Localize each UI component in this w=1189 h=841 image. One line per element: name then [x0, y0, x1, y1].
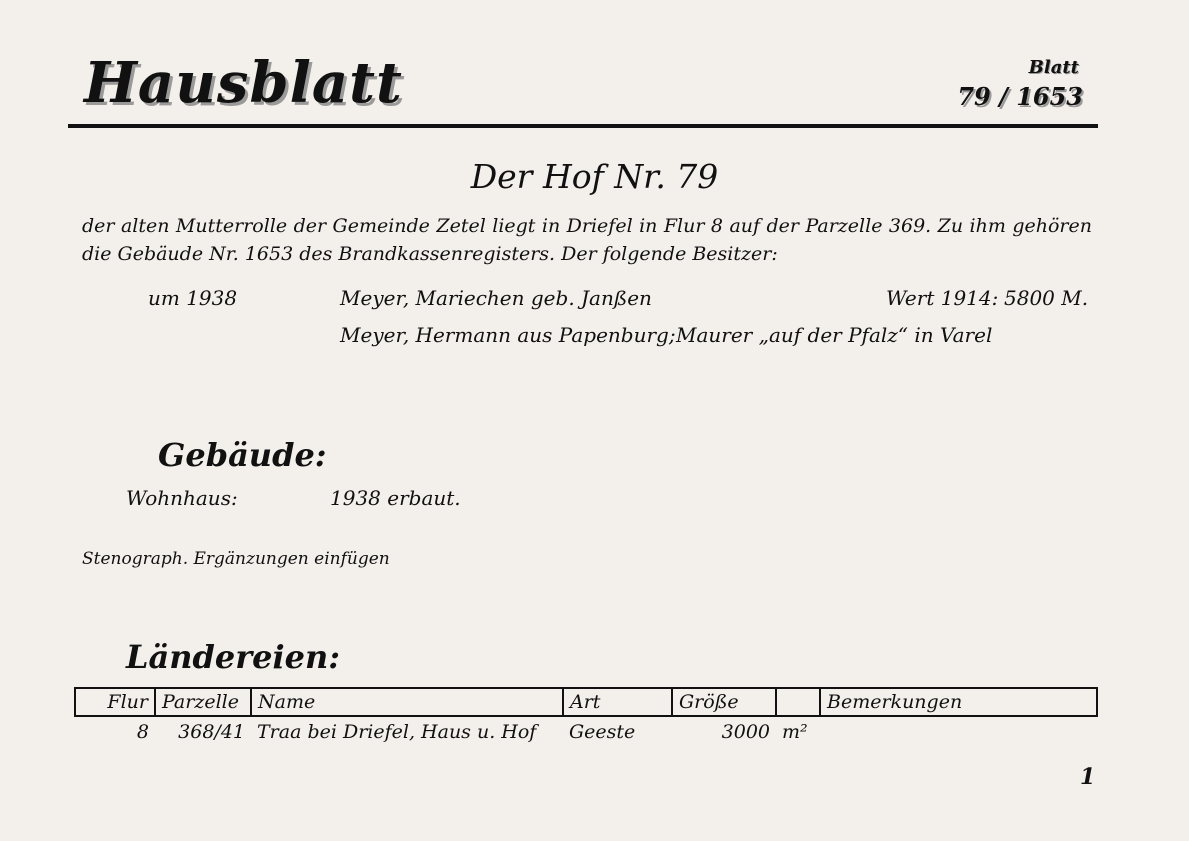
column-header-bemerkungen: Bemerkungen — [820, 688, 1097, 716]
cell-flur: 8 — [136, 721, 149, 743]
owner-year: um 1938 — [148, 286, 238, 310]
hof-heading: Der Hof Nr. 79 — [470, 157, 719, 196]
wohnhaus-label: Wohnhaus: — [126, 486, 238, 510]
page-title: Hausblatt — [84, 50, 403, 116]
owner-note-2: Maurer „auf der Pfalz“ in Varel — [676, 323, 993, 347]
cell-parzelle: 368/41 — [178, 721, 245, 743]
steno-note: Stenograph. Ergänzungen einfügen — [82, 549, 390, 569]
blatt-number: 79 / 1653 — [957, 82, 1083, 111]
cell-groesse: 3000 — [721, 721, 770, 743]
wohnhaus-value: 1938 erbaut. — [330, 486, 461, 510]
column-header-name: Name — [251, 688, 563, 716]
laendereien-table — [74, 687, 1098, 747]
cell-name: Traa bei Driefel, Haus u. Hof — [257, 721, 537, 743]
cell-art: Geeste — [569, 721, 636, 743]
laendereien-heading: Ländereien: — [126, 638, 341, 676]
wert-value: 5800 M. — [1004, 286, 1089, 310]
table-header-row — [75, 688, 1097, 716]
blatt-label: Blatt — [1028, 57, 1079, 78]
column-header-art: Art — [563, 688, 672, 716]
cell-unit: m² — [782, 721, 808, 743]
gebaeude-heading: Gebäude: — [158, 436, 327, 474]
page-number: 1 — [1080, 764, 1096, 790]
owner-name-2: Meyer, Hermann aus Papenburg; — [340, 323, 676, 347]
column-header-flur: Flur — [75, 688, 155, 716]
wert-label: Wert 1914: — [886, 286, 999, 310]
column-header-parzelle: Parzelle — [155, 688, 251, 716]
column-header-groesse: Größe — [672, 688, 776, 716]
column-header-unit — [776, 688, 820, 716]
cell-bemerkungen — [820, 716, 1097, 747]
table-row — [75, 716, 1097, 747]
hof-intro-text: der alten Mutterrolle der Gemeinde Zetel liegt in Driefel in Flur 8 auf der Parzelle 369. Zu ihm gehören die Gebäude Nr. 1653 des Brandkassenregisters. Der folgende Besitzer: — [82, 215, 1092, 265]
header-divider — [68, 124, 1098, 128]
owner-name-1: Meyer, Mariechen geb. Janßen — [340, 286, 652, 310]
